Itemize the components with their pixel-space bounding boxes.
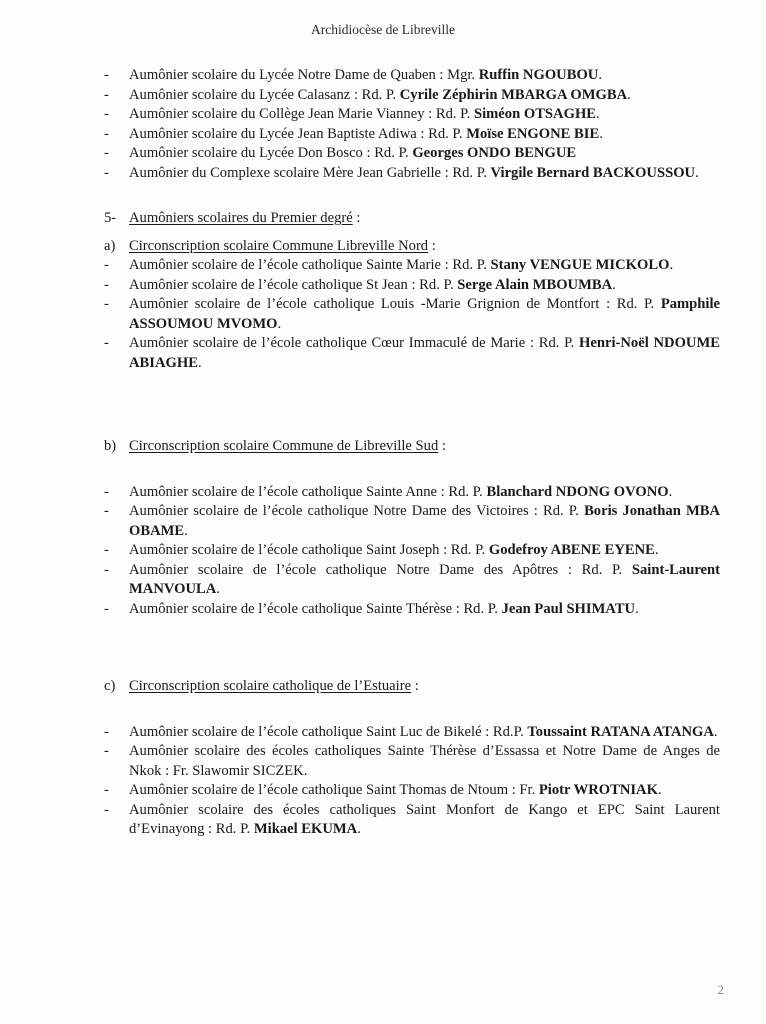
item-tail: . bbox=[612, 276, 616, 293]
subsection-a-heading bbox=[104, 237, 720, 257]
list-item bbox=[104, 600, 720, 620]
subsection-title: Circonscription scolaire Commune Libreville Nord bbox=[129, 237, 429, 254]
subsection-b-heading bbox=[104, 437, 720, 457]
page-header: Archidiocèse de Libreville bbox=[311, 22, 455, 37]
chaplain-name: Ruffin NGOUBOU bbox=[478, 67, 599, 83]
lycee-chaplains-list bbox=[104, 66, 720, 183]
subsection-suffix: : bbox=[438, 438, 446, 454]
item-text: Aumônier scolaire de l’école catholique Sainte Thérèse : Rd. P. bbox=[129, 600, 502, 617]
chaplain-name: Henri-Noël NDOUME ABIAGHE bbox=[129, 335, 720, 371]
item-text: Aumônier scolaire de l’école catholique Saint Thomas de Ntoum : Fr. bbox=[129, 782, 539, 798]
item-tail: . bbox=[654, 542, 659, 558]
item-text: Aumônier du Complexe scolaire Mère Jean Gabrielle : Rd. P. bbox=[129, 164, 491, 181]
item-text: Aumônier scolaire du Lycée Don Bosco : Rd. P. bbox=[129, 145, 413, 161]
bullet-dash: - bbox=[104, 782, 109, 798]
chaplain-name: Moïse ENGONE BIE bbox=[466, 125, 600, 142]
item-tail: . bbox=[197, 354, 202, 371]
chaplain-name: Pamphile ASSOUMOU MVOMO bbox=[129, 296, 720, 332]
list-item bbox=[104, 164, 720, 184]
list-item bbox=[104, 334, 720, 373]
item-text: Aumônier scolaire du Lycée Notre Dame de Quaben : Mgr. bbox=[129, 67, 479, 83]
list-item bbox=[104, 723, 720, 743]
chaplain-name: Godefroy ABENE EYENE bbox=[488, 542, 655, 558]
item-tail: . bbox=[635, 600, 639, 617]
subsection-title: Circonscription scolaire catholique de l’Estuaire bbox=[129, 678, 412, 694]
item-tail: . bbox=[277, 315, 282, 332]
chaplain-name: Toussaint RATANA ATANGA bbox=[527, 723, 714, 740]
item-text: Aumônier scolaire du Lycée Calasanz : Rd. P. bbox=[129, 86, 400, 103]
chaplain-name: Piotr WROTNIAK bbox=[538, 782, 658, 798]
list-item bbox=[104, 295, 720, 334]
list-item bbox=[104, 541, 720, 561]
chaplain-name: Georges ONDO BENGUE bbox=[412, 145, 577, 161]
item-tail: . bbox=[303, 762, 308, 779]
libreville-sud-list bbox=[104, 483, 720, 620]
bullet-dash: - bbox=[104, 164, 109, 181]
subsection-title: Circonscription scolaire Commune de Libreville Sud bbox=[129, 438, 439, 454]
chaplain-name: Jean Paul SHIMATU bbox=[501, 600, 636, 617]
section-5-heading bbox=[104, 209, 720, 229]
item-text: Aumônier scolaire de l’école catholique Saint Luc de Bikelé : Rd.P. bbox=[129, 723, 528, 740]
item-text: Aumônier scolaire du Collège Jean Marie Vianney : Rd. P. bbox=[129, 106, 474, 122]
bullet-dash: - bbox=[104, 801, 109, 818]
list-item bbox=[104, 483, 720, 503]
list-item bbox=[104, 86, 720, 106]
bullet-dash: - bbox=[104, 561, 109, 578]
item-tail: . bbox=[596, 106, 600, 122]
subsection-letter: c) bbox=[104, 678, 116, 694]
chaplain-name: Virgile Bernard BACKOUSSOU bbox=[490, 164, 696, 181]
list-item bbox=[104, 502, 720, 541]
item-tail: . bbox=[695, 164, 699, 181]
list-item bbox=[104, 561, 720, 600]
item-tail: . bbox=[598, 67, 602, 83]
list-item bbox=[104, 256, 720, 276]
item-tail: . bbox=[216, 581, 220, 597]
item-text: Aumônier scolaire des écoles catholiques Saint Monfort de Kango et EPC Saint Laurent d’Evinayong : Rd. P. bbox=[129, 801, 720, 837]
item-text: Aumônier scolaire du Lycée Jean Baptiste Adiwa : Rd. P. bbox=[129, 125, 467, 142]
bullet-dash: - bbox=[104, 483, 109, 500]
list-item bbox=[104, 801, 720, 840]
bullet-dash: - bbox=[104, 257, 109, 273]
section-suffix: : bbox=[352, 210, 361, 226]
subsection-letter: b) bbox=[104, 438, 117, 454]
bullet-dash: - bbox=[104, 335, 109, 351]
subsection-suffix: : bbox=[428, 237, 436, 254]
item-text: Aumônier scolaire des écoles catholiques Sainte Thérèse d’Essassa et Notre Dame de Anges de Nkok : Fr. Slawomir SICZEK bbox=[129, 743, 720, 779]
subsection-suffix: : bbox=[411, 678, 419, 694]
item-text: Aumônier scolaire de l’école catholique Notre Dame des Victoires : Rd. P. bbox=[129, 503, 585, 519]
chaplain-name: Serge Alain MBOUMBA bbox=[457, 276, 613, 293]
subsection-letter: a) bbox=[104, 237, 116, 254]
chaplain-name: Boris Jonathan MBA OBAME bbox=[129, 503, 720, 539]
chaplain-name: Siméon OTSAGHE bbox=[473, 106, 597, 122]
list-item bbox=[104, 66, 720, 86]
item-text: Aumônier scolaire de l’école catholique Sainte Marie : Rd. P. bbox=[129, 257, 491, 273]
bullet-dash: - bbox=[104, 503, 109, 519]
item-text: Aumônier scolaire de l’école catholique Cœur Immaculé de Marie : Rd. P. bbox=[129, 335, 580, 351]
item-tail: . bbox=[599, 125, 603, 142]
list-item bbox=[104, 105, 720, 125]
bullet-dash: - bbox=[104, 106, 109, 122]
item-text: Aumônier scolaire de l’école catholique Louis -Marie Grignion de Montfort : Rd. P. bbox=[129, 296, 661, 312]
section-title: Aumôniers scolaires du Premier degré bbox=[129, 210, 353, 226]
list-item bbox=[104, 742, 720, 781]
estuaire-list bbox=[104, 723, 720, 840]
list-item bbox=[104, 781, 720, 801]
list-item bbox=[104, 276, 720, 296]
list-item bbox=[104, 125, 720, 145]
item-text: Aumônier scolaire de l’école catholique Saint Joseph : Rd. P. bbox=[129, 542, 489, 558]
item-tail: . bbox=[713, 723, 718, 740]
item-tail: . bbox=[357, 821, 361, 837]
subsection-c-heading bbox=[104, 677, 720, 697]
bullet-dash: - bbox=[104, 743, 109, 759]
item-tail: . bbox=[627, 86, 631, 103]
chaplain-name: Cyrile Zéphirin MBARGA OMGBA bbox=[399, 86, 628, 103]
bullet-dash: - bbox=[104, 723, 109, 740]
chaplain-name: Mikael EKUMA bbox=[253, 821, 358, 837]
item-tail: . bbox=[669, 257, 674, 273]
item-text: Aumônier scolaire de l’école catholique Notre Dame des Apôtres : Rd. P. bbox=[129, 561, 632, 578]
section-number: 5- bbox=[104, 210, 117, 226]
chaplain-name: Stany VENGUE MICKOLO bbox=[490, 257, 670, 273]
item-text: Aumônier scolaire de l’école catholique St Jean : Rd. P. bbox=[129, 276, 458, 293]
chaplain-name: Saint-Laurent MANVOULA bbox=[129, 561, 720, 597]
bullet-dash: - bbox=[104, 600, 109, 617]
page-number: 2 bbox=[717, 982, 724, 997]
bullet-dash: - bbox=[104, 125, 109, 142]
bullet-dash: - bbox=[104, 67, 109, 83]
item-text: Aumônier scolaire de l’école catholique Sainte Anne : Rd. P. bbox=[129, 483, 487, 500]
libreville-nord-list bbox=[104, 256, 720, 373]
item-tail: . bbox=[668, 483, 673, 500]
chaplain-name: Blanchard NDONG OVONO bbox=[486, 483, 669, 500]
bullet-dash: - bbox=[104, 86, 109, 103]
bullet-dash: - bbox=[104, 276, 109, 293]
bullet-dash: - bbox=[104, 296, 109, 312]
document-body bbox=[104, 66, 720, 840]
bullet-dash: - bbox=[104, 145, 109, 161]
bullet-dash: - bbox=[104, 542, 109, 558]
item-tail: . bbox=[657, 782, 662, 798]
item-tail: . bbox=[184, 522, 188, 539]
list-item bbox=[104, 144, 720, 164]
